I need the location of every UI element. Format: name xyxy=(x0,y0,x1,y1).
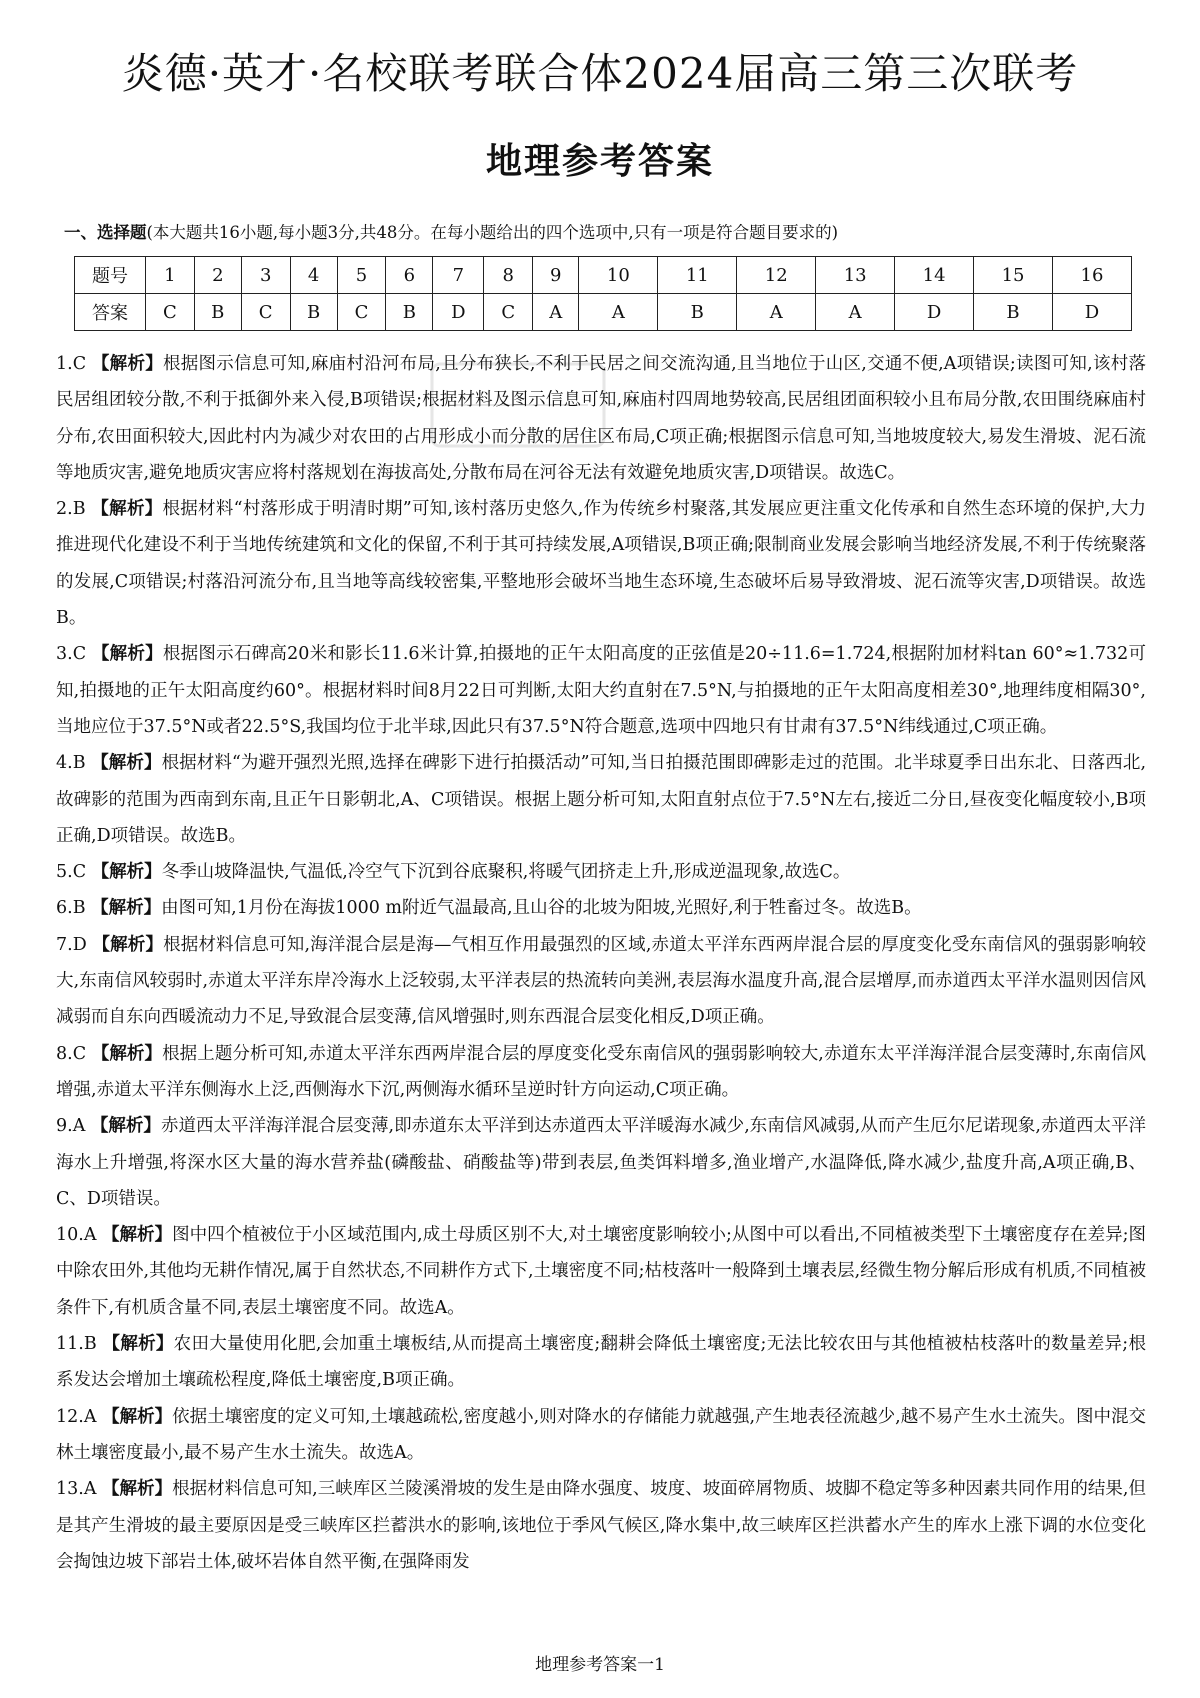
section-note: (本大题共16小题,每小题3分,共48分。在每小题给出的四个选项中,只有一项是符合题目要求的) xyxy=(146,223,839,242)
explanation-text: 依据土壤密度的定义可知,土壤越疏松,密度越小,则对降水的存储能力就越强,产生地表径流越少,越不易产生水土流失。图中混交林土壤密度最小,最不易产生水土流失。故选A。 xyxy=(56,1406,1147,1463)
question-number-cell: 11 xyxy=(658,257,737,294)
question-answer-label: 11.B xyxy=(56,1334,97,1355)
answer-cell: D xyxy=(433,294,484,331)
answer-cell: C xyxy=(484,294,533,331)
table-row-answers xyxy=(75,294,1132,331)
explanation-item xyxy=(56,745,1146,854)
answer-cell: D xyxy=(895,294,974,331)
question-number-cell: 7 xyxy=(433,257,484,294)
question-answer-label: 13.A xyxy=(56,1479,97,1500)
question-answer-label: 8.C xyxy=(56,1043,87,1064)
explanation-text: 根据材料信息可知,三峡库区兰陵溪滑坡的发生是由降水强度、坡度、坡面碎屑物质、坡脚不稳定等多种因素共同作用的结果,但是其产生滑坡的最主要原因是受三峡库区拦蓄洪水的影响,该地位于季风气候区,降水集中,故三峡库区拦洪蓄水产生的库水上涨下调的水位变化会掏蚀边坡下部岩土体,破坏岩体自然平衡,在强降雨发 xyxy=(56,1479,1147,1572)
explanation-item xyxy=(56,1036,1146,1109)
answer-cell: B xyxy=(658,294,737,331)
explanation-text: 图中四个植被位于小区域范围内,成土母质区别不大,对土壤密度影响较小;从图中可以看出,不同植被类型下土壤密度存在差异;图中除农田外,其他均无耕作情况,属于自然状态,不同耕作方式下,土壤密度不同;枯枝落叶一般降到土壤表层,经微生物分解后形成有机质,不同植被条件下,有机质含量不同,表层土壤密度不同。故选A。 xyxy=(56,1225,1146,1318)
question-answer-label: 4.B xyxy=(56,753,86,774)
explanation-item xyxy=(56,927,1146,1036)
document-subtitle: 地理参考答案 xyxy=(485,141,714,182)
explanation-item xyxy=(56,854,1146,890)
question-number-cell: 2 xyxy=(194,257,241,294)
question-number-cell: 3 xyxy=(241,257,290,294)
explanation-item xyxy=(56,1326,1146,1399)
row-header-number: 题号 xyxy=(75,257,146,294)
analysis-tag: 【解析】 xyxy=(91,898,162,919)
question-number-cell: 1 xyxy=(146,257,195,294)
explanation-text: 根据材料“村落形成于明清时期”可知,该村落历史悠久,作为传统乡村聚落,其发展应更注重文化传承和自然生态环境的保护,大力推进现代化建设不利于当地传统建筑和文化的保留,不利于其可持续发展,A项错误,B项正确;限制商业发展会影响当地经济发展,不利于传统聚落的发展,C项错误;村落沿河流分布,且当地等高线较密集,平整地形会破坏当地生态环境,生态破坏后易导致滑坡、泥石流等灾害,D项错误。故选B。 xyxy=(56,499,1146,629)
explanation-item xyxy=(56,1108,1146,1217)
explanation-item xyxy=(56,1217,1146,1326)
analysis-tag: 【解析】 xyxy=(102,1225,173,1246)
section-heading xyxy=(64,218,1144,248)
explanation-text: 根据材料信息可知,海洋混合层是海—气相互作用最强烈的区域,赤道太平洋东西两岸混合层的厚度变化受东南信风的强弱影响较大,东南信风较弱时,赤道太平洋东岸冷海水上泛较弱,太平洋表层的热流转向美洲,表层海水温度升高,混合层增厚,而赤道西太平洋水温则因信风减弱而自东向西暖流动力不足,导致混合层变薄,信风增强时,则东西混合层变化相反,D项正确。 xyxy=(56,934,1146,1028)
explanation-text: 农田大量使用化肥,会加重土壤板结,从而提高土壤密度;翻耕会降低土壤密度;无法比较农田与其他植被枯枝落叶的数量差异;根系发达会增加土壤疏松程度,降低土壤密度,B项正确。 xyxy=(56,1334,1146,1391)
analysis-tag: 【解析】 xyxy=(92,934,164,955)
question-number-cell: 10 xyxy=(579,257,658,294)
question-number-cell: 16 xyxy=(1053,257,1132,294)
question-number-cell: 15 xyxy=(974,257,1053,294)
answer-cell: B xyxy=(194,294,241,331)
exam-title: 炎德·英才·名校联考联合体2024届高三第三次联考 xyxy=(121,49,1079,98)
question-answer-label: 2.B xyxy=(56,499,86,520)
question-answer-label: 3.C xyxy=(56,644,87,665)
analysis-tag: 【解析】 xyxy=(91,753,162,774)
analysis-tag: 【解析】 xyxy=(91,354,163,374)
answer-cell: D xyxy=(1053,294,1132,331)
question-answer-label: 5.C xyxy=(56,862,87,883)
explanation-item xyxy=(56,346,1146,491)
answer-cell: B xyxy=(386,294,433,331)
analysis-tag: 【解析】 xyxy=(90,1116,161,1137)
question-number-cell: 6 xyxy=(386,257,433,294)
section-label: 一、选择题 xyxy=(64,223,147,242)
explanation-item xyxy=(56,890,1146,926)
question-number-cell: 5 xyxy=(337,257,386,294)
answer-cell: A xyxy=(533,294,579,331)
explanations-list xyxy=(56,346,1146,1580)
explanation-text: 根据图示信息可知,麻庙村沿河布局,且分布狭长,不利于民居之间交流沟通,且当地位于山区,交通不便,A项错误;读图可知,该村落民居组团较分散,不利于抵御外来入侵,B项错误;根据材料及图示信息可知,麻庙村四周地势较高,民居组团面积较小且布局分散,农田围绕麻庙村分布,农田面积较大,因此村内为减少对农田的占用形成小而分散的居住区布局,C项正确;根据图示信息可知,当地坡度较大,易发生滑坡、泥石流等地质灾害,避免地质灾害应将村落规划在海拔高处,分散布局在河谷无法有效避免地质灾害,D项错误。故选C。 xyxy=(56,354,1146,483)
question-number-cell: 12 xyxy=(737,257,816,294)
question-answer-label: 12.A xyxy=(56,1406,97,1427)
answer-cell: C xyxy=(337,294,386,331)
analysis-tag: 【解析】 xyxy=(91,644,163,665)
row-header-answer: 答案 xyxy=(75,294,146,331)
question-number-cell: 9 xyxy=(533,257,579,294)
analysis-tag: 【解析】 xyxy=(102,1406,173,1427)
explanation-text: 赤道西太平洋海洋混合层变薄,即赤道东太平洋到达赤道西太平洋暖海水减少,东南信风减弱,从而产生厄尔尼诺现象,赤道西太平洋海水上升增强,将深水区大量的海水营养盐(磷酸盐、硝酸盐等)带到表层,鱼类饵料增多,渔业增产,水温降低,降水减少,盐度升高,A项正确,B、C、D项错误。 xyxy=(56,1116,1147,1209)
explanation-item xyxy=(56,1399,1146,1472)
answer-cell: B xyxy=(974,294,1053,331)
explanation-text: 根据上题分析可知,赤道太平洋东西两岸混合层的厚度变化受东南信风的强弱影响较大,赤道东太平洋海洋混合层变薄时,东南信风增强,赤道太平洋东侧海水上泛,西侧海水下沉,两侧海水循环呈逆时针方向运动,C项正确。 xyxy=(56,1043,1147,1100)
answer-cell: A xyxy=(579,294,658,331)
explanation-text: 冬季山坡降温快,气温低,冷空气下沉到谷底聚积,将暖气团挤走上升,形成逆温现象,故选C。 xyxy=(161,862,851,883)
analysis-tag: 【解析】 xyxy=(102,1479,173,1500)
question-answer-label: 6.B xyxy=(56,898,86,919)
analysis-tag: 【解析】 xyxy=(91,499,163,520)
explanation-text: 由图可知,1月份在海拔1000 m附近气温最高,且山谷的北坡为阳坡,光照好,利于牲畜过冬。故选B。 xyxy=(161,898,922,919)
explanation-item xyxy=(56,1471,1146,1580)
question-number-cell: 13 xyxy=(816,257,895,294)
question-number-cell: 8 xyxy=(484,257,533,294)
answer-cell: A xyxy=(816,294,895,331)
explanation-text: 根据材料“为避开强烈光照,选择在碑影下进行拍摄活动”可知,当日拍摄范围即碑影走过的范围。北半球夏季日出东北、日落西北,故碑影的范围为西南到东南,且正午日影朝北,A、C项错误。根据上题分析可知,太阳直射点位于7.5°N左右,接近二分日,昼夜变化幅度较小,B项正确,D项错误。故选B。 xyxy=(56,753,1147,846)
question-answer-label: 9.A xyxy=(56,1116,86,1137)
analysis-tag: 【解析】 xyxy=(91,1043,163,1064)
question-number-cell: 4 xyxy=(290,257,337,294)
question-answer-label: 10.A xyxy=(56,1225,97,1246)
explanation-item xyxy=(56,491,1146,636)
answer-cell: B xyxy=(290,294,337,331)
answer-cell: C xyxy=(146,294,195,331)
question-number-cell: 14 xyxy=(895,257,974,294)
question-answer-label: 1.C xyxy=(56,354,87,374)
answer-table xyxy=(74,256,1132,331)
explanation-item xyxy=(56,636,1146,745)
question-answer-label: 7.D xyxy=(56,934,87,955)
answer-cell: C xyxy=(241,294,290,331)
analysis-tag: 【解析】 xyxy=(102,1334,174,1355)
explanation-text: 根据图示石碑高20米和影长11.6米计算,拍摄地的正午太阳高度的正弦值是20÷11.6=1.724,根据附加材料tan 60°≈1.732可知,拍摄地的正午太阳高度约60°。根据材料时间8月22日可判断,太阳大约直射在7.5°N,与拍摄地的正午太阳高度相差30°,地理纬度相隔30°,当地应位于37.5°N或者22.5°S,我国均位于北半球,因此只有37.5°N符合题意,选项中四地只有甘肃有37.5°N纬线通过,C项正确。 xyxy=(56,644,1146,737)
table-row-numbers xyxy=(75,257,1132,294)
page-footer: 地理参考答案一1 xyxy=(535,1655,665,1675)
answer-cell: A xyxy=(737,294,816,331)
analysis-tag: 【解析】 xyxy=(91,862,162,883)
